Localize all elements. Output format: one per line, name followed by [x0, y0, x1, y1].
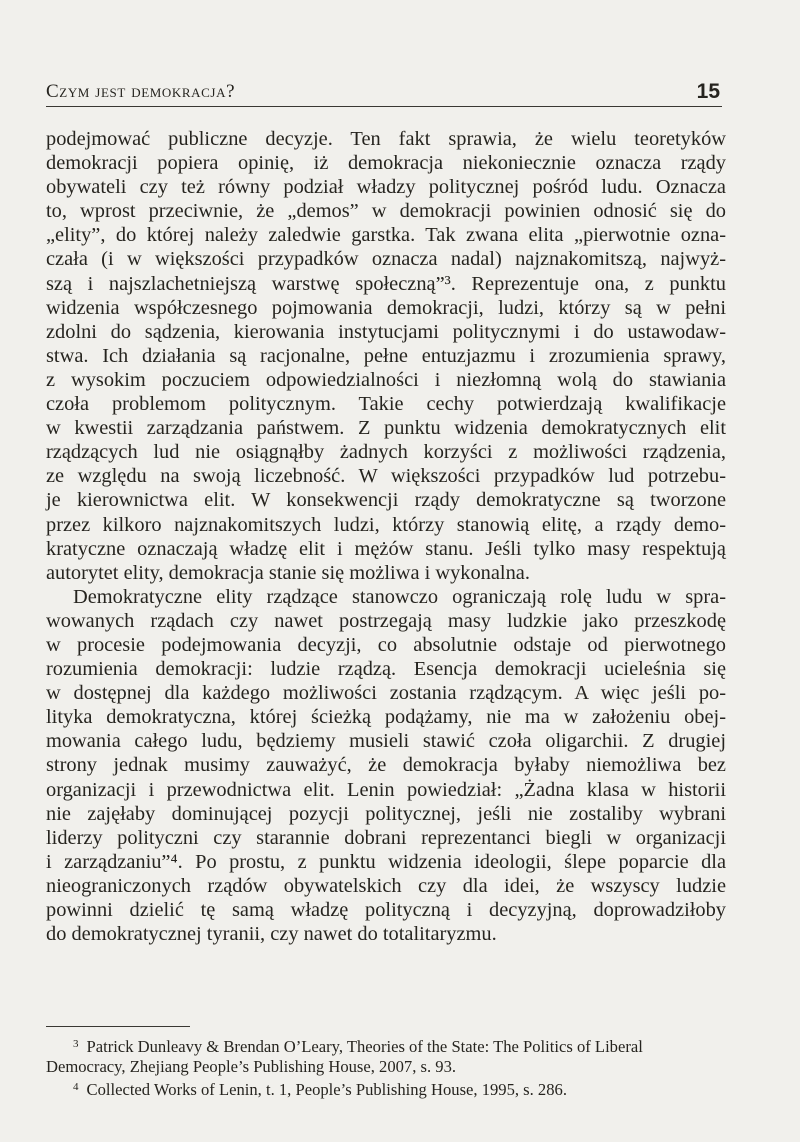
text-line: „elity”, do której należy zaledwie garstka. Tak zwana elita „pierwotnie ozna- [46, 224, 726, 247]
page-number: 15 [696, 80, 720, 103]
text-line: do demokratycznej tyranii, czy nawet do totalitaryzmu. [46, 923, 497, 946]
text-line: ze względu na swoją liczebność. W większości przypadków lud potrzebu- [46, 465, 726, 488]
text-line: rozumienia demokracji: ludzie rządzą. Esencja demokracji ucieleśnia się [46, 658, 726, 681]
text-line: liderzy polityczni czy starannie dobrani reprezentanci biegli w organizacji [46, 826, 726, 849]
text-line: czoła problemom politycznym. Takie cechy potwierdzają kwalifikacje [46, 393, 726, 416]
text-line: w procesie podejmowania decyzji, co absolutnie odstaje od pierwotnego [46, 633, 726, 656]
text-line: Demokratyczne elity rządzące stanowczo ograniczają rolę ludu w spra- [73, 585, 726, 608]
text-line: czała (i w większości przypadków oznacza nadal) najznakomitszą, najwyż- [46, 248, 726, 271]
text-line: mowania całego ludu, będziemy musieli stawić czoła oligarchii. Z drugiej [46, 730, 726, 753]
text-line: obywateli czy też równy podział władzy politycznej pośród ludu. Oznacza [46, 176, 726, 199]
footnote-3 [46, 1034, 730, 1057]
text-line: szą i najszlachetniejszą warstwę społeczną”³. Reprezentuje ona, z punktu [46, 272, 726, 295]
text-line: nie zajęłaby dominującej pozycji politycznej, jeśli nie zostaliby wybrani [46, 802, 726, 825]
footnote-divider [46, 1026, 190, 1027]
text-line: zdolni do sądzenia, kierowania instytucjami politycznymi i do ustawodaw- [46, 320, 726, 343]
text-line: w kwestii zarządzania państwem. Z punktu widzenia demokratycznych elit [46, 417, 726, 440]
text-line: w dostępnej dla każdego możliwości zostania rządzącym. A więc jeśli po- [46, 682, 726, 705]
text-line: to, wprost przeciwnie, że „demos” w demokracji powinien odnosić się do [46, 200, 726, 223]
text-line: demokracji popiera opinię, iż demokracja niekoniecznie oznacza rządy [46, 152, 726, 175]
text-line: je kierownictwa elit. W konsekwencji rządy demokratyczne są tworzone [46, 489, 726, 512]
text-line: nieograniczonych rządów obywatelskich czy dla idei, że wszyscy ludzie [46, 874, 726, 897]
footnote-text: Patrick Dunleavy & Brendan O’Leary, Theories of the State: The Politics of Liberal [86, 1037, 643, 1056]
text-line: kratyczne oznaczają władzę elit i mężów stanu. Jeśli tylko masy respektują [46, 537, 726, 560]
body-text [46, 127, 726, 946]
text-line: podejmować publiczne decyzje. Ten fakt sprawia, że wielu teoretyków [46, 128, 726, 150]
running-title: Czym jest demokracja? [46, 81, 236, 102]
footnote-number: 3 [73, 1038, 79, 1050]
footnote-number: 4 [73, 1081, 79, 1093]
text-line: autorytet elity, demokracja stanie się możliwa i wykonalna. [46, 561, 530, 584]
text-line: organizacji i przewodnictwa elit. Lenin powiedział: „Żadna klasa w historii [46, 778, 726, 801]
text-line: wowanych rządach czy nawet postrzegają masy ludzkie jako przeszkodę [46, 609, 726, 632]
footnote-text: Collected Works of Lenin, t. 1, People’s Publishing House, 1995, s. 286. [86, 1080, 567, 1099]
text-line: powinni dzielić tę samą władzę polityczną i decyzyjną, doprowadziłoby [46, 899, 726, 921]
text-line: rządzących lud nie osiągnąłby żadnych korzyści z możliwości rządzenia, [46, 441, 726, 464]
text-line: i zarządzaniu”⁴. Po prostu, z punktu widzenia ideologii, ślepe poparcie dla [46, 850, 726, 873]
footnote-4 [46, 1077, 730, 1100]
text-line: przez kilkoro najznakomitszych ludzi, którzy stanowią elitę, a rządy demo- [46, 513, 726, 536]
text-line: strony jednak musimy zauważyć, że demokracja byłaby niemożliwa bez [46, 754, 726, 777]
footnote-3-continuation: Democracy, Zhejiang People’s Publishing House, 2007, s. 93. [46, 1057, 457, 1076]
footnotes [46, 1034, 730, 1100]
text-line: lityka demokratyczna, której ścieżką podążamy, nie ma w założeniu obej- [46, 706, 726, 729]
text-line: stwa. Ich działania są racjonalne, pełne entuzjazmu i zrozumienia sprawy, [46, 344, 726, 367]
running-header [46, 80, 722, 107]
text-line: widzenia współczesnego pojmowania demokracji, ludzi, którzy są w pełni [46, 296, 726, 319]
text-line: z wysokim poczuciem odpowiedzialności i niezłomną wolą do stawiania [46, 368, 726, 391]
